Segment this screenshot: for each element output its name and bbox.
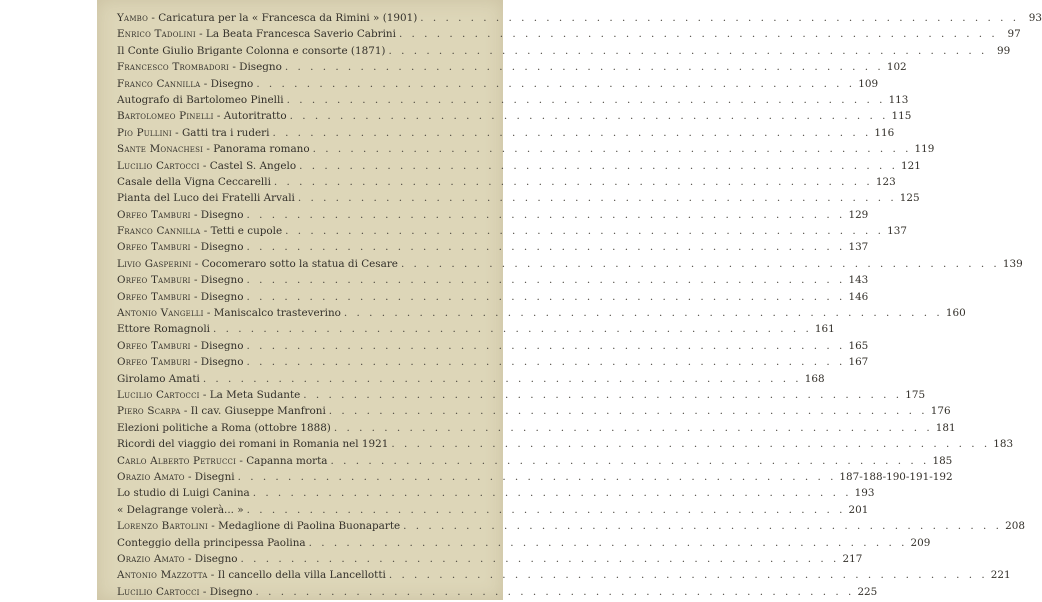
- entry-page-number: 193: [854, 487, 875, 500]
- entry-separator: -: [199, 585, 210, 598]
- dot-leader: [247, 209, 846, 221]
- entry-description: Il cancello della villa Lancellotti: [217, 569, 386, 582]
- index-entry: [117, 44, 1011, 61]
- entry-title: [117, 258, 398, 270]
- entry-author: Antonio Vangelli: [117, 307, 204, 320]
- entry-title: [117, 553, 238, 565]
- entry-separator: -: [236, 454, 247, 467]
- dot-leader: [247, 504, 846, 516]
- entry-page-number: 139: [1002, 257, 1023, 270]
- entry-page-number: 109: [858, 77, 879, 90]
- entry-description: Disegno: [200, 208, 244, 221]
- entry-page-number: 146: [848, 290, 869, 303]
- entry-author: Orfeo Tamburi: [117, 241, 191, 254]
- entry-separator: -: [190, 208, 201, 221]
- index-entry: [117, 126, 895, 143]
- entry-description: Casale della Vigna Ceccarelli: [117, 175, 271, 188]
- book-page: [97, 0, 1042, 600]
- entry-author: Sante Monachesi: [117, 143, 204, 156]
- entry-page-number: 225: [857, 585, 878, 598]
- entry-description: Il cav. Giuseppe Manfroni: [190, 405, 326, 418]
- entry-title: [117, 12, 417, 24]
- entry-page-number: 102: [886, 61, 907, 74]
- index-entry: [117, 192, 920, 208]
- index-entry: [117, 405, 951, 421]
- dot-leader: [344, 307, 943, 319]
- entry-author: Lorenzo Bartolini: [117, 520, 208, 533]
- entry-page-number: 208: [1005, 520, 1025, 533]
- entry-page-number: 185: [932, 454, 953, 467]
- entry-author: Franco Cannilla: [117, 225, 201, 238]
- index-entry: [117, 159, 921, 176]
- entry-page-number: 113: [888, 93, 909, 106]
- entry-description: Il Conte Giulio Brigante Colonna e consorte (1871): [117, 44, 386, 57]
- entry-page-number: 129: [848, 208, 869, 221]
- entry-author: Lucilio Cartocci: [117, 585, 200, 598]
- entry-separator: -: [195, 28, 206, 41]
- entry-author: Livio Gasperini: [117, 257, 192, 270]
- entry-title: [117, 28, 396, 40]
- entry-page-number: 115: [891, 110, 912, 123]
- entry-author: Enrico Tadolini: [117, 28, 196, 41]
- dot-leader: [399, 28, 998, 40]
- dot-leader: [309, 537, 908, 549]
- entry-description: Disegno: [210, 77, 254, 90]
- index-entry: [117, 61, 907, 77]
- entry-separator: -: [148, 12, 159, 24]
- entry-author: Antonio Mazzotta: [117, 569, 208, 582]
- entry-page-number: 160: [945, 307, 966, 320]
- entry-page-number: 167: [848, 356, 869, 369]
- index-entry: [117, 520, 1025, 536]
- entry-separator: -: [190, 356, 201, 369]
- entry-page-number: 137: [887, 225, 907, 238]
- entry-title: [117, 569, 386, 581]
- dot-leader: [299, 160, 898, 172]
- entry-description: Conteggio della principessa Paolina: [117, 536, 306, 549]
- dot-leader: [253, 487, 852, 499]
- entry-title: [117, 537, 306, 549]
- entry-author: Franco Cannilla: [117, 77, 201, 90]
- dot-leader: [298, 192, 897, 204]
- entry-separator: -: [200, 225, 211, 238]
- entry-description: Panorama romano: [213, 143, 310, 156]
- index-entry: [117, 274, 869, 290]
- index-entry: [117, 552, 863, 569]
- entry-description: Girolamo Amati: [117, 372, 200, 385]
- entry-separator: -: [199, 159, 210, 172]
- entry-page-number: 168: [804, 372, 825, 385]
- index-entry: [117, 438, 1014, 454]
- index-entry: [117, 503, 869, 520]
- entry-page-number: 209: [910, 536, 931, 549]
- dot-leader: [247, 340, 846, 352]
- entry-separator: -: [203, 307, 214, 320]
- entry-page-number: 165: [848, 339, 869, 352]
- entry-separator: -: [190, 339, 201, 352]
- dot-leader: [203, 373, 802, 385]
- dot-leader: [420, 12, 1019, 24]
- entry-author: Francesco Trombadori: [117, 61, 230, 74]
- entry-author: Yambo: [117, 12, 149, 24]
- dot-leader: [334, 422, 933, 434]
- dot-leader: [401, 258, 1000, 270]
- entry-author: Orfeo Tamburi: [117, 356, 191, 369]
- index-entry: [117, 585, 878, 602]
- entry-description: Disegno: [200, 356, 244, 369]
- entry-page-number: 187-188-190-191-192: [839, 470, 953, 483]
- entry-separator: -: [184, 552, 195, 565]
- entry-title: [117, 192, 295, 204]
- dot-leader: [391, 438, 990, 450]
- entry-description: Gatti tra i ruderi: [181, 126, 270, 139]
- entry-page-number: 217: [842, 552, 863, 565]
- entry-separator: -: [190, 241, 201, 254]
- index-entry: [117, 356, 869, 372]
- entry-title: [117, 110, 287, 122]
- entry-description: Cocomeraro sotto la statua di Cesare: [201, 257, 398, 270]
- index-entry: [117, 28, 1021, 44]
- entry-author: Carlo Alberto Petrucci: [117, 454, 237, 467]
- entry-description: Maniscalco trasteverino: [213, 307, 341, 320]
- dot-leader: [389, 569, 988, 581]
- dot-leader: [247, 241, 846, 253]
- entry-page-number: 99: [997, 44, 1011, 57]
- entry-author: Lucilio Cartocci: [117, 388, 200, 401]
- entry-title: [117, 307, 341, 319]
- entry-title: [117, 520, 400, 532]
- entry-description: Disegno: [200, 241, 244, 254]
- entry-author: Orazio Amato: [117, 552, 185, 565]
- entry-page-number: 175: [905, 388, 926, 401]
- entry-description: Disegno: [200, 274, 244, 287]
- entry-title: [117, 143, 310, 155]
- entry-separator: -: [208, 520, 219, 533]
- entry-author: Orfeo Tamburi: [117, 339, 191, 352]
- entry-description: Lo studio di Luigi Canina: [117, 487, 250, 500]
- dot-leader: [403, 520, 1002, 532]
- entry-page-number: 116: [874, 126, 895, 139]
- entry-title: [117, 389, 300, 401]
- entry-description: Ettore Romagnoli: [117, 323, 210, 336]
- entry-description: Disegno: [200, 339, 244, 352]
- entry-separator: -: [171, 126, 182, 139]
- index-entry: [117, 290, 869, 307]
- entry-title: [117, 487, 250, 499]
- entry-author: Orazio Amato: [117, 470, 185, 483]
- entry-description: Autografo di Bartolomeo Pinelli: [117, 93, 284, 106]
- entry-page-number: 183: [993, 438, 1014, 451]
- entry-title: [117, 340, 244, 352]
- index-entry: [117, 77, 879, 94]
- entry-separator: -: [199, 388, 210, 401]
- entry-page-number: 161: [814, 323, 835, 336]
- entry-author: Pio Pullini: [117, 126, 172, 139]
- index-entry: [117, 569, 1011, 585]
- dot-leader: [238, 471, 837, 483]
- entry-separator: -: [200, 77, 211, 90]
- entry-description: Ricordi del viaggio dei romani in Romania nel 1921: [117, 438, 389, 451]
- entry-title: [117, 127, 269, 139]
- entry-separator: -: [180, 405, 191, 418]
- entry-page-number: 121: [901, 159, 921, 172]
- index-entry: [117, 388, 926, 405]
- entry-description: « Delagrange volerà... »: [117, 503, 244, 516]
- entry-description: Disegno: [194, 552, 238, 565]
- entry-page-number: 125: [899, 192, 920, 205]
- entry-description: Autoritratto: [223, 110, 287, 123]
- index-entry: [117, 257, 1023, 274]
- entry-title: [117, 586, 253, 598]
- entry-title: [117, 176, 271, 188]
- entry-author: Orfeo Tamburi: [117, 274, 191, 287]
- entry-page-number: 221: [990, 569, 1011, 582]
- entry-description: Disegno: [209, 585, 253, 598]
- entry-separator: -: [191, 257, 202, 270]
- entry-description: Disegni: [194, 470, 235, 483]
- dot-leader: [290, 110, 889, 122]
- index-entry: [117, 110, 912, 126]
- entry-page-number: 93: [1028, 12, 1042, 24]
- entry-title: [117, 438, 388, 450]
- entry-author: Orfeo Tamburi: [117, 290, 191, 303]
- index-entry: [117, 208, 869, 225]
- entry-description: Caricatura per la « Francesca da Rimini » (1901): [158, 12, 418, 24]
- index-entry: [117, 536, 931, 553]
- entry-title: [117, 94, 284, 106]
- entry-description: La Beata Francesca Saverio Cabrini: [205, 28, 396, 41]
- dot-leader: [241, 553, 840, 565]
- entry-page-number: 176: [930, 405, 951, 418]
- entry-description: Disegno: [200, 290, 244, 303]
- entry-description: Medaglione di Paolina Buonaparte: [218, 520, 401, 533]
- entry-description: Elezioni politiche a Roma (ottobre 1888): [117, 421, 331, 434]
- entry-title: [117, 323, 210, 335]
- entry-description: Disegno: [239, 61, 282, 74]
- dot-leader: [285, 61, 884, 73]
- entry-title: [117, 291, 244, 303]
- entry-title: [117, 471, 235, 483]
- entry-separator: -: [229, 61, 240, 74]
- entry-page-number: 181: [935, 421, 956, 434]
- entry-title: [117, 78, 253, 90]
- dot-leader: [331, 455, 930, 467]
- entry-page-number: 97: [1007, 28, 1021, 41]
- index-entry: [117, 470, 953, 487]
- entry-title: [117, 455, 328, 467]
- dot-leader: [329, 405, 928, 417]
- dot-leader: [247, 356, 846, 368]
- dot-leader: [389, 45, 988, 57]
- entry-author: Piero Scarpa: [117, 405, 181, 418]
- entry-author: Lucilio Cartocci: [117, 159, 200, 172]
- entry-title: [117, 61, 282, 73]
- dot-leader: [287, 94, 886, 106]
- index-entry: [117, 323, 835, 339]
- entry-title: [117, 225, 282, 237]
- entry-separator: -: [190, 290, 201, 303]
- entry-separator: -: [203, 143, 214, 156]
- entry-separator: -: [184, 470, 195, 483]
- entry-title: [117, 373, 200, 385]
- entry-author: Bartolomeo Pinelli: [117, 110, 214, 123]
- index-entry: [117, 225, 907, 241]
- entry-separator: -: [190, 274, 201, 287]
- dot-leader: [247, 274, 846, 286]
- dot-leader: [303, 389, 902, 401]
- entry-description: La Meta Sudante: [209, 388, 301, 401]
- dot-leader: [256, 586, 855, 598]
- entry-page-number: 137: [848, 241, 869, 254]
- index-entry: [117, 421, 956, 438]
- index-entry: [117, 143, 935, 159]
- dot-leader: [247, 291, 846, 303]
- dot-leader: [274, 176, 873, 188]
- entry-title: [117, 209, 244, 221]
- entry-title: [117, 405, 326, 417]
- entry-title: [117, 356, 244, 368]
- entry-page-number: 123: [875, 175, 896, 188]
- dot-leader: [313, 143, 912, 155]
- illustrations-index: [117, 12, 1042, 602]
- index-entry: [117, 487, 875, 503]
- index-entry: [117, 241, 869, 257]
- entry-title: [117, 160, 296, 172]
- entry-title: [117, 45, 386, 57]
- entry-page-number: 119: [914, 143, 935, 156]
- entry-title: [117, 274, 244, 286]
- index-entry: [117, 12, 1042, 28]
- entry-description: Castel S. Angelo: [209, 159, 297, 172]
- entry-separator: -: [213, 110, 224, 123]
- entry-description: Capanna morta: [246, 454, 328, 467]
- index-entry: [117, 454, 953, 471]
- index-entry: [117, 372, 825, 389]
- entry-page-number: 143: [848, 274, 869, 287]
- index-entry: [117, 93, 909, 110]
- entry-description: Tetti e cupole: [210, 225, 283, 238]
- entry-page-number: 201: [848, 503, 869, 516]
- dot-leader: [256, 78, 855, 90]
- dot-leader: [272, 127, 871, 139]
- dot-leader: [285, 225, 884, 237]
- entry-separator: -: [207, 569, 218, 582]
- dot-leader: [213, 323, 812, 335]
- entry-title: [117, 241, 244, 253]
- index-entry: [117, 175, 896, 192]
- entry-title: [117, 422, 331, 434]
- entry-description: Pianta del Luco dei Fratelli Arvali: [117, 192, 295, 205]
- entry-author: Orfeo Tamburi: [117, 208, 191, 221]
- index-entry: [117, 339, 869, 356]
- entry-title: [117, 504, 244, 516]
- index-entry: [117, 307, 966, 323]
